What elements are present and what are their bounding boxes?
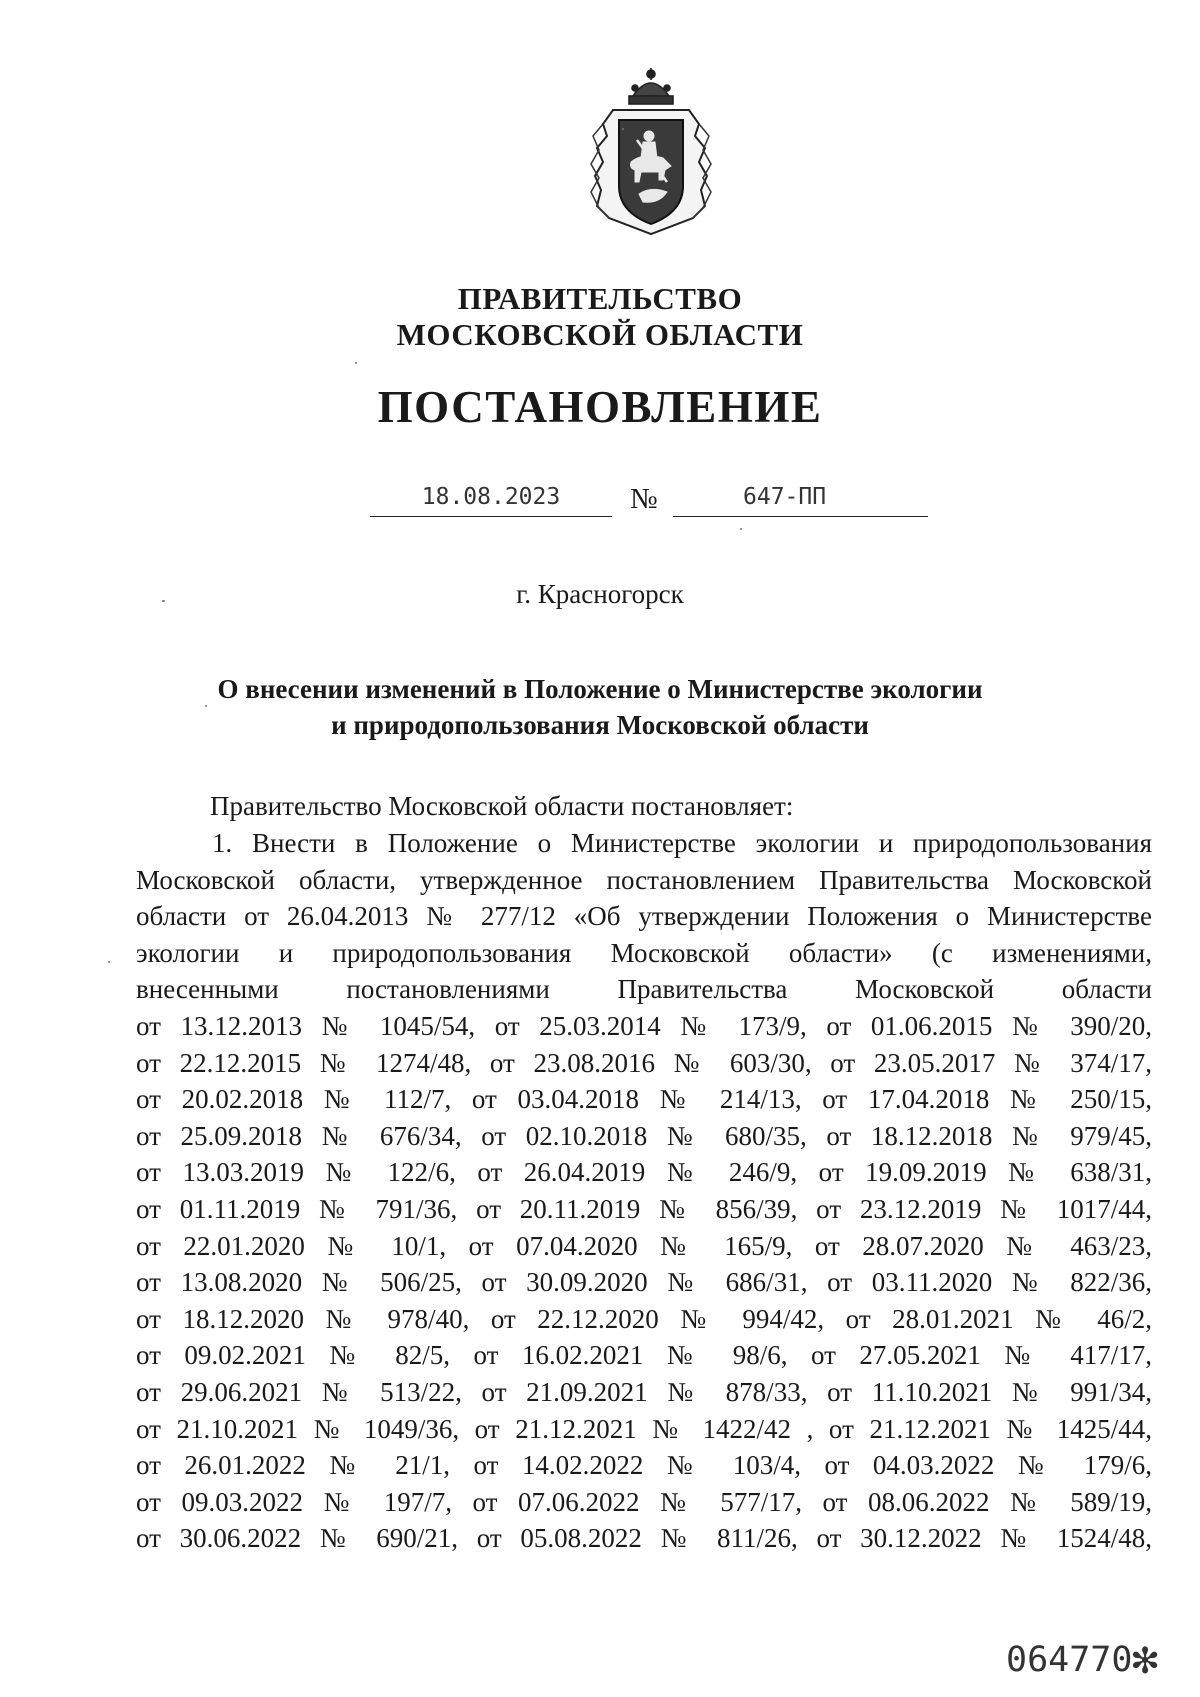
body-line: от 22.01.2020 № 10/1, от 07.04.2020 № 165/9, от 28.07.2020 № 463/23,: [136, 1230, 1152, 1261]
body-line: экологии и природопользования Московской области» (с изменениями,: [136, 937, 1152, 968]
serial-number: 064770: [1006, 1640, 1133, 1680]
body-line: от 13.12.2013 № 1045/54, от 25.03.2014 № 173/9, от 01.06.2015 № 390/20,: [136, 1010, 1152, 1041]
document-number-field: [673, 480, 928, 517]
document-date: 18.08.2023: [421, 484, 561, 510]
document-number: 647-ПП: [743, 484, 827, 510]
body-paragraph: [136, 825, 1152, 1557]
scan-speck: [162, 600, 165, 602]
number-sign: №: [630, 483, 658, 515]
document-type-title: ПОСТАНОВЛЕНИЕ: [377, 382, 823, 432]
body-line: от 29.06.2021 № 513/22, от 21.09.2021 № 878/33, от 11.10.2021 № 991/34,: [136, 1376, 1152, 1407]
subject-line2: и природопользования Московской области: [331, 710, 869, 740]
preamble-paragraph: Правительство Московской области постановляет:: [210, 791, 794, 821]
body-line: от 22.12.2015 № 1274/48, от 23.08.2016 № 603/30, от 23.05.2017 № 374/17,: [136, 1047, 1152, 1078]
city-name: г. Красногорск: [516, 579, 684, 609]
body-line: Московской области, утвержденное постановлением Правительства Московской: [136, 864, 1152, 895]
body-line: от 26.01.2022 № 21/1, от 14.02.2022 № 103/4, от 04.03.2022 № 179/6,: [136, 1450, 1152, 1481]
body-line: от 25.09.2018 № 676/34, от 02.10.2018 № 680/35, от 18.12.2018 № 979/45,: [136, 1120, 1152, 1151]
serial-asterisk-icon: ✻: [1130, 1641, 1161, 1681]
body-line: от 20.02.2018 № 112/7, от 03.04.2018 № 214/13, от 17.04.2018 № 250/15,: [136, 1084, 1152, 1115]
document-date-field: [370, 480, 612, 517]
body-line: от 18.12.2020 № 978/40, от 22.12.2020 № 994/42, от 28.01.2021 № 46/2,: [136, 1303, 1152, 1334]
body-line: от 09.03.2022 № 197/7, от 07.06.2022 № 577/17, от 08.06.2022 № 589/19,: [136, 1486, 1152, 1517]
scan-speck: [205, 705, 207, 707]
coat-of-arms-icon: [583, 66, 719, 238]
body-line: от 01.11.2019 № 791/36, от 20.11.2019 № 856/39, от 23.12.2019 № 1017/44,: [136, 1193, 1152, 1224]
body-line: области от 26.04.2013 № 277/12 «Об утверждении Положения о Министерстве: [136, 901, 1152, 932]
body-line: от 13.08.2020 № 506/25, от 30.09.2020 № 686/31, от 03.11.2020 № 822/36,: [136, 1267, 1152, 1298]
body-line: от 21.10.2021 № 1049/36, от 21.12.2021 № 1422/42 , от 21.12.2021 № 1425/44,: [136, 1413, 1152, 1444]
body-line: от 13.03.2019 № 122/6, от 26.04.2019 № 246/9, от 19.09.2019 № 638/31,: [136, 1157, 1152, 1188]
scan-speck: [355, 362, 357, 364]
scan-speck: [740, 528, 742, 530]
scan-speck: [108, 961, 110, 963]
organization-name-line2: МОСКОВСКОЙ ОБЛАСТИ: [396, 317, 804, 352]
organization-name-line1: ПРАВИТЕЛЬСТВО: [457, 281, 743, 316]
body-line: внесенными постановлениями Правительства Московской области: [136, 974, 1152, 1005]
body-line: от 30.06.2022 № 690/21, от 05.08.2022 № 811/26, от 30.12.2022 № 1524/48,: [136, 1523, 1152, 1554]
body-line: 1. Внести в Положение о Министерстве экологии и природопользования: [212, 828, 1152, 858]
subject-line1: О внесении изменений в Положение о Министерстве экологии: [217, 674, 983, 704]
body-line: от 09.02.2021 № 82/5, от 16.02.2021 № 98/6, от 27.05.2021 № 417/17,: [136, 1340, 1152, 1371]
